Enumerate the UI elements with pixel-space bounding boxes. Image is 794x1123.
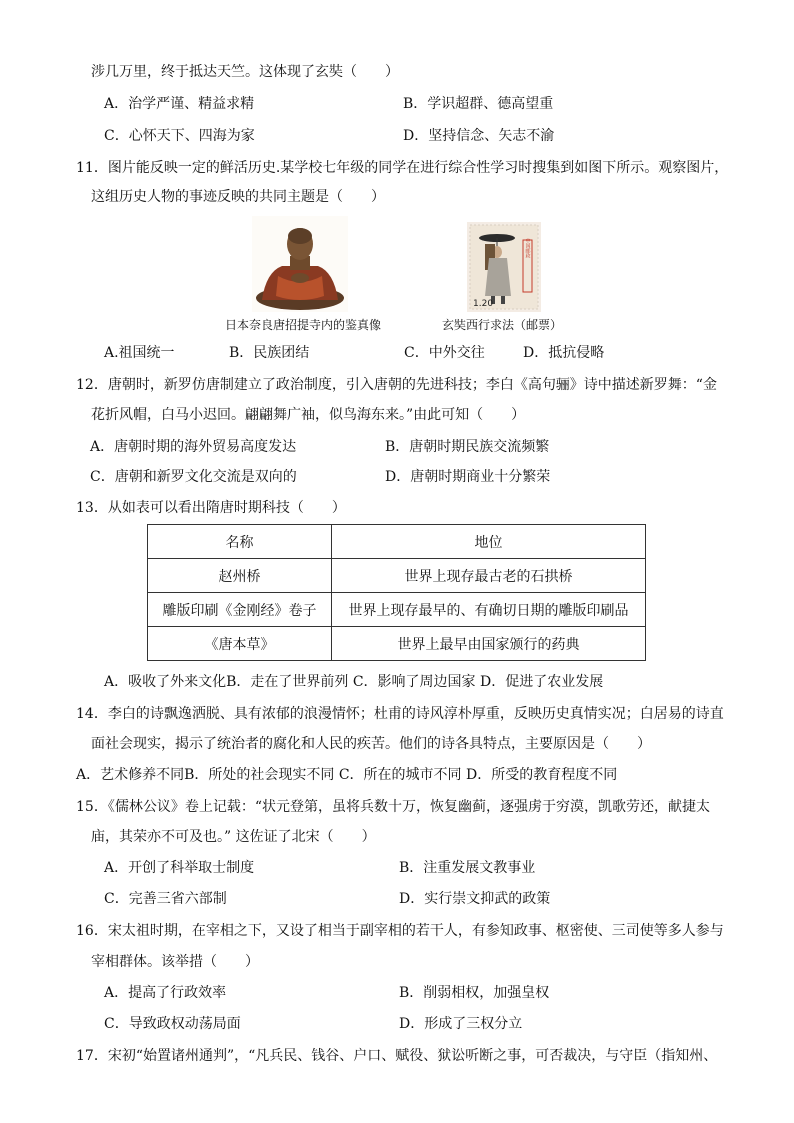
table-cell: 世界上现存最古老的石拱桥 [332, 559, 646, 593]
q15-stem-line2: 庙，其荣亦不可及也。” 这佐证了北宋（ ） [91, 829, 376, 845]
stamp-postal-text: 中国邮政 [524, 238, 531, 258]
table-cell: 《唐本草》 [148, 627, 332, 661]
q16-option-c: C．导致政权动荡局面 [104, 1016, 241, 1032]
q10-option-b: B．学识超群、德高望重 [403, 96, 554, 112]
table-header-status: 地位 [332, 525, 646, 559]
stamp-value-text: 1.20 [473, 299, 494, 309]
table-row [148, 627, 646, 661]
q11-stem-line1: 11．图片能反映一定的鲜活历史.某学校七年级的同学在进行综合性学习时搜集到如图下所示。观察图片， [76, 160, 729, 176]
q14-stem-line1: 14．李白的诗飘逸洒脱、具有浓郁的浪漫情怀；杜甫的诗风淳朴厚重，反映历史真情实况；白居易的诗直 [76, 706, 724, 722]
q13-options: A．吸收了外来文化B．走在了世界前列 C．影响了周边国家 D．促进了农业发展 [104, 674, 604, 690]
q10-option-a: A．治学严谨、精益求精 [104, 96, 255, 112]
q12-option-b: B．唐朝时期民族交流频繁 [385, 439, 550, 455]
q11-option-d: D．抵抗侵略 [523, 345, 605, 361]
table-cell: 世界上现存最早的、有确切日期的雕版印刷品 [332, 593, 646, 627]
q13-stem: 13．从如表可以看出隋唐时期科技（ ） [76, 500, 346, 516]
q12-stem-line2: 花折风帽，白马小迟回。翩翩舞广袖，似鸟海东来。”由此可知（ ） [91, 407, 526, 423]
q16-stem-line2: 宰相群体。该举措（ ） [91, 954, 259, 970]
q15-option-a: A．开创了科举取士制度 [104, 860, 255, 876]
tech-table [147, 524, 646, 661]
q11-stem-line2: 这组历史人物的事迹反映的共同主题是（ ） [91, 189, 385, 205]
table-cell: 赵州桥 [148, 559, 332, 593]
table-row [148, 593, 646, 627]
q11-option-c: C．中外交往 [404, 345, 485, 361]
q10-option-c: C．心怀天下、四海为家 [104, 128, 255, 144]
q12-stem-line1: 12．唐朝时，新罗仿唐制建立了政治制度，引入唐朝的先进科技；李白《高句骊》诗中描述新罗舞：“金 [76, 377, 717, 393]
table-row [148, 559, 646, 593]
q14-stem-line2: 面社会现实，揭示了统治者的腐化和人民的疾苦。他们的诗各具特点，主要原因是（ ） [91, 736, 651, 752]
q16-option-a: A．提高了行政效率 [104, 985, 227, 1001]
table-header-name: 名称 [148, 525, 332, 559]
q16-stem-line1: 16．宋太祖时期，在宰相之下，又设了相当于副宰相的若干人，有参知政事、枢密使、三司使等多人参与 [76, 923, 724, 939]
q12-option-d: D．唐朝时期商业十分繁荣 [385, 469, 551, 485]
table-cell: 世界上最早由国家颁行的药典 [332, 627, 646, 661]
jianzhen-statue-image [252, 216, 348, 312]
q15-option-d: D．实行崇文抑武的政策 [399, 891, 551, 907]
q17-stem-line1: 17．宋初“始置诸州通判”，“凡兵民、钱谷、户口、赋役、狱讼听断之事，可否裁决，与守臣（指知州、 [76, 1048, 718, 1064]
q14-options: A．艺术修养不同B．所处的社会现实不同 C．所在的城市不同 D．所受的教育程度不同 [76, 767, 618, 783]
q12-option-c: C．唐朝和新罗文化交流是双向的 [90, 469, 297, 485]
q16-option-b: B．削弱相权，加强皇权 [399, 985, 550, 1001]
q16-option-d: D．形成了三权分立 [399, 1016, 523, 1032]
table-cell: 雕版印刷《金刚经》卷子 [148, 593, 332, 627]
q11-option-b: B．民族团结 [229, 345, 310, 361]
xuanzang-stamp-image [467, 222, 541, 312]
q15-option-c: C．完善三省六部制 [104, 891, 227, 907]
q12-option-a: A．唐朝时期的海外贸易高度发达 [90, 439, 297, 455]
table-header-row [148, 525, 646, 559]
q15-stem-line1: 15．《儒林公议》卷上记载：“状元登第，虽将兵数十万，恢复幽蓟，逐强虏于穷漠，凯歌劳还，献捷太 [76, 799, 710, 815]
q10-option-d: D．坚持信念、矢志不渝 [403, 128, 555, 144]
jianzhen-caption: 日本奈良唐招提寺内的鉴真像 [225, 318, 382, 332]
xuanzang-caption: 玄奘西行求法（邮票） [442, 318, 563, 332]
q15-option-b: B．注重发展文教事业 [399, 860, 536, 876]
q11-option-a: A.祖国统一 [104, 345, 175, 361]
q10-stem-tail: 涉几万里，终于抵达天竺。这体现了玄奘（ ） [91, 64, 399, 80]
